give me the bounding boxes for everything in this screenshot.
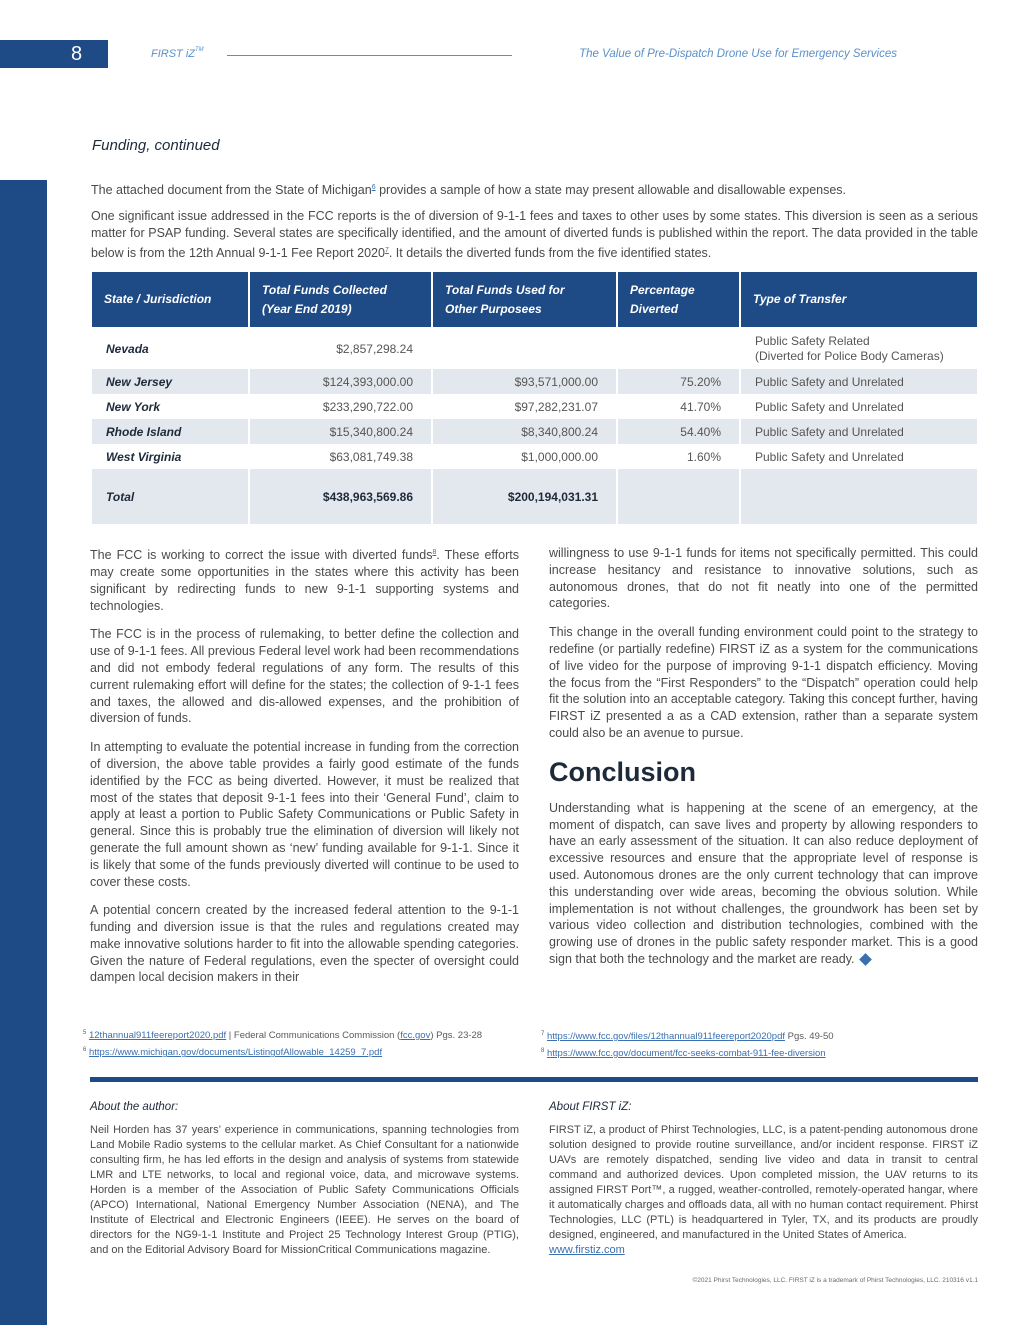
right-paragraph-2: This change in the overall funding environment could point to the strategy to redefine (or partially redefine) FIRST iZ as a system for the communications of live video for the purpose of improving 9-1-1 dispatch efficiency. Moving the focus from the “First Responders” to the “Dispatch” operation could help fit the solution into an acceptable category. Taking this concept further, having FIRST iZ presented a as a CAD extension, rather than a separate system could also be an avenue to pursue. — [549, 625, 978, 740]
cell-state: West Virginia — [92, 444, 249, 469]
header-rule — [227, 55, 512, 56]
table-row — [92, 369, 977, 394]
diverted-funds-table — [92, 272, 977, 524]
cell-state: Rhode Island — [92, 419, 249, 444]
footnote-5: $^5$ 12thannual911feereport2020.pdf | Federal Communications Commission (fcc.gov) Pgs. 23-28 — [83, 1030, 483, 1042]
cell-percent: 41.70% — [617, 394, 740, 419]
table-row — [92, 419, 977, 444]
left-paragraph-2: The FCC is in the process of rulemaking, to better define the collection and use of 9-1-1 fees. All previous Federal level work had been recommendations and did not embody federal regulations of any form. The results of this current rulemaking effort will define for the states; the collection of 9-1-1 fees and taxes, the allowed and dis-allowed expenses, and the prohibition of diversion of funds. — [90, 627, 519, 726]
cell-used: $1,000,000.00 — [432, 444, 617, 469]
cell-collected: $233,290,722.00 — [249, 394, 432, 419]
header-percent: Percentage Diverted — [617, 272, 740, 327]
footnotes-left — [83, 1026, 523, 1060]
total-label: Total — [92, 469, 249, 524]
cell-type: Public Safety and Unrelated — [755, 399, 904, 414]
header-brand: FIRST iZ™ — [151, 47, 204, 60]
footnote-ref-6[interactable]: 6 — [371, 184, 376, 191]
header-document-title: The Value of Pre-Dispatch Drone Use for Emergency Services — [579, 48, 897, 60]
cell-percent: 54.40% — [617, 419, 740, 444]
cell-collected: $63,081,749.38 — [249, 444, 432, 469]
footnote-8: $^8$ https://www.fcc.gov/document/fcc-seeks-combat-911-fee-diversion — [541, 1048, 826, 1060]
left-paragraph-3: In attempting to evaluate the potential increase in funding from the correction of diversion, the above table provides a fairly good estimate of the funds identified by the FCC as being diverted. However, it must be realized that most of the states that deposit 9-1-1 fees into their ‘General Fund’, claim to apply at least a portion to Public Safety Communications or Public Safety in general. Since this is probably true the elimination of diversion will likely not generate the full amount shown as ‘new’ funding available for 9-1-1. Since it is likely that some of the funds previously diverted will continue to be used to cover these costs. — [90, 740, 519, 889]
cell-type: Public Safety and Unrelated — [755, 449, 904, 464]
cell-state: New York — [92, 394, 249, 419]
page-number: 8 — [71, 43, 83, 65]
header-used: Total Funds Used for Other Purposees — [432, 272, 617, 327]
total-used: $200,194,031.31 — [432, 469, 617, 524]
about-first-iz-block — [549, 1123, 978, 1258]
about-author-heading: About the author: — [90, 1101, 179, 1113]
footnote-ref-8[interactable]: 8 — [432, 549, 437, 556]
footnote-8-link[interactable]: https://www.fcc.gov/document/fcc-seeks-combat-911-fee-diversion — [546, 1048, 826, 1060]
footnote-7-link[interactable]: https://www.fcc.gov/files/12thannual911feereport2020pdf — [546, 1031, 785, 1043]
cell-used: $97,282,231.07 — [432, 394, 617, 419]
total-collected: $438,963,569.86 — [249, 469, 432, 524]
footnote-6-link[interactable]: https://www.michigan.gov/documents/ListingofAllowable_14259_7.pdf — [88, 1047, 383, 1059]
copyright-notice: ©2021 Phirst Technologies, LLC. FIRST iZ is a trademark of Phirst Technologies, LLC. 210316 v1.1 — [692, 1277, 978, 1284]
end-of-article-icon — [859, 953, 872, 966]
footnote-5-link[interactable]: 12thannual911feereport2020.pdf — [88, 1030, 227, 1042]
footnotes-right — [541, 1027, 981, 1061]
bottom-divider — [90, 1077, 978, 1082]
right-paragraph-1: willingness to use 9-1-1 funds for items not specifically permitted. This could increase hesitancy and resistance to innovative solutions, such as autonomous drones, that do not fit neatly into one of the permitted categories. — [549, 546, 978, 611]
total-percent-empty — [617, 469, 740, 524]
table-row — [92, 327, 977, 369]
conclusion-paragraph: Understanding what is happening at the scene of an emergency, at the moment of dispatch, can save lives and property by allowing responders to have an early assessment of the situation. It can also reduce deployment of excessive resources and ensure that the appropriate level of response is used. Autonomous drones are the only current technology that can improve this understanding over wide areas, becoming the obvious solution. While implementation is not without challenges, the groundwork has been set by various video collection and distribution technologies, combined with the growing use of drones in the public safety responder market. This is a good sign that both the technology and the market are ready. — [549, 800, 978, 966]
table-row — [92, 444, 977, 469]
cell-type: Public Safety and Unrelated — [740, 369, 977, 394]
cell-percent: 1.60% — [617, 444, 740, 469]
page-number-box — [0, 40, 108, 68]
cell-percent: 75.20% — [617, 369, 740, 394]
website-link[interactable]: www.firstiz.com — [549, 1244, 625, 1256]
footnote-ref-7[interactable]: 7 — [384, 247, 389, 254]
intro-paragraph-1: The attached document from the State of Michigan$^6$ provides a sample of how a state may present allowable and disallowable expenses. — [91, 183, 847, 198]
about-first-iz-heading: About FIRST iZ: — [549, 1101, 632, 1113]
cell-type: Public Safety and Unrelated — [740, 419, 977, 444]
intro-paragraph-2: One significant issue addressed in the FCC reports is the of diversion of 9-1-1 fees and taxes to other uses by some states. This diversion is seen as a serious matter for PSAP funding. Several states are specifically identified, and the amount of diverted funds is published within the report. The data provided in the table below is from the 12th Annual 9-1-1 Fee Report 2020$^7$. It details the diverted funds from the five identified states. — [91, 209, 978, 261]
about-author-text: Neil Horden has 37 years’ experience in communications, spanning technologies from Land Mobile Radio systems to the cellular market. As Chief Consultant for a nationwide consulting firm, he has led efforts in the design and analysis of systems from statewide LMR and LTE networks, to local and regional voice, data, and microwave systems. Horden is a member of the Association of Public Safety Communications Officials (APCO) International, National Emergency Number Association (NENA), and The Institute of Electrical and Electronic Engineers (IEEE). He serves on the board of directors for the NG9-1-1 Institute and Project 25 Technology Interest Group (PTIG), and on the Editorial Advisory Board for MissionCritical Communications magazine. — [90, 1124, 519, 1256]
cell-used: $8,340,800.24 — [432, 419, 617, 444]
left-paragraph-4: A potential concern created by the increased federal attention to the 9-1-1 funding and diversion issue is that the rules and regulations created may make innovative solutions harder to fit into the allowable spending categories. Given the nature of Federal regulations, even the specter of oversight could dampen local decision makers in their — [90, 903, 519, 985]
left-paragraph-1: The FCC is working to correct the issue with diverted funds$^8$. These efforts may create some opportunities in the states where this activity has been significant by redirecting funds to new 9-1-1 supporting systems and technologies. — [90, 548, 519, 613]
body-right-column — [549, 545, 978, 980]
side-accent-bar — [0, 180, 47, 1325]
fcc-gov-link[interactable]: fcc.gov — [400, 1030, 431, 1042]
table-total-row — [92, 469, 977, 524]
cell-collected: $2,857,298.24 — [249, 327, 432, 369]
table-row — [92, 394, 977, 419]
cell-state: Nevada — [92, 327, 249, 369]
header-type: Type of Transfer — [740, 272, 977, 327]
about-first-iz-text: FIRST iZ, a product of Phirst Technologies, LLC, is a patent-pending autonomous drone solution designed to provide routine surveillance, and/or incident response. FIRST iZ UAVs are remotely dispatched, sending live video and data in transit to central command and authorized devices. Upon completed mission, the UAV returns to its assigned FIRST Port™, a rugged, weather-controlled, remotely-operated hangar, where it automatically charges and offloads data, all with no human contact requirement. Phirst Technologies, LLC (PTL) is headquartered in Tyler, TX, and its products are proudly designed, engineered, and manufactured in the United States of America. — [549, 1124, 978, 1241]
table-header-row — [92, 272, 977, 327]
header-collected: Total Funds Collected (Year End 2019) — [249, 272, 432, 327]
trademark-mark: TM — [195, 47, 204, 53]
cell-collected: $15,340,800.24 — [249, 419, 432, 444]
cell-state: New Jersey — [92, 369, 249, 394]
cell-used — [432, 327, 617, 369]
footnote-7: $^7$ https://www.fcc.gov/files/12thannual911feereport2020pdf Pgs. 49-50 — [541, 1031, 834, 1043]
footnote-6: $^6$ https://www.michigan.gov/documents/ListingofAllowable_14259_7.pdf — [83, 1047, 383, 1059]
cell-percent — [617, 327, 740, 369]
section-heading: Funding, continued — [92, 137, 220, 154]
total-type-empty — [740, 469, 977, 524]
conclusion-heading: Conclusion — [549, 756, 696, 787]
cell-collected: $124,393,000.00 — [249, 369, 432, 394]
header-state: State / Jurisdiction — [92, 272, 249, 327]
body-left-column — [90, 545, 519, 998]
cell-type: Public Safety Related (Diverted for Police Body Cameras) — [755, 334, 944, 363]
cell-used: $93,571,000.00 — [432, 369, 617, 394]
